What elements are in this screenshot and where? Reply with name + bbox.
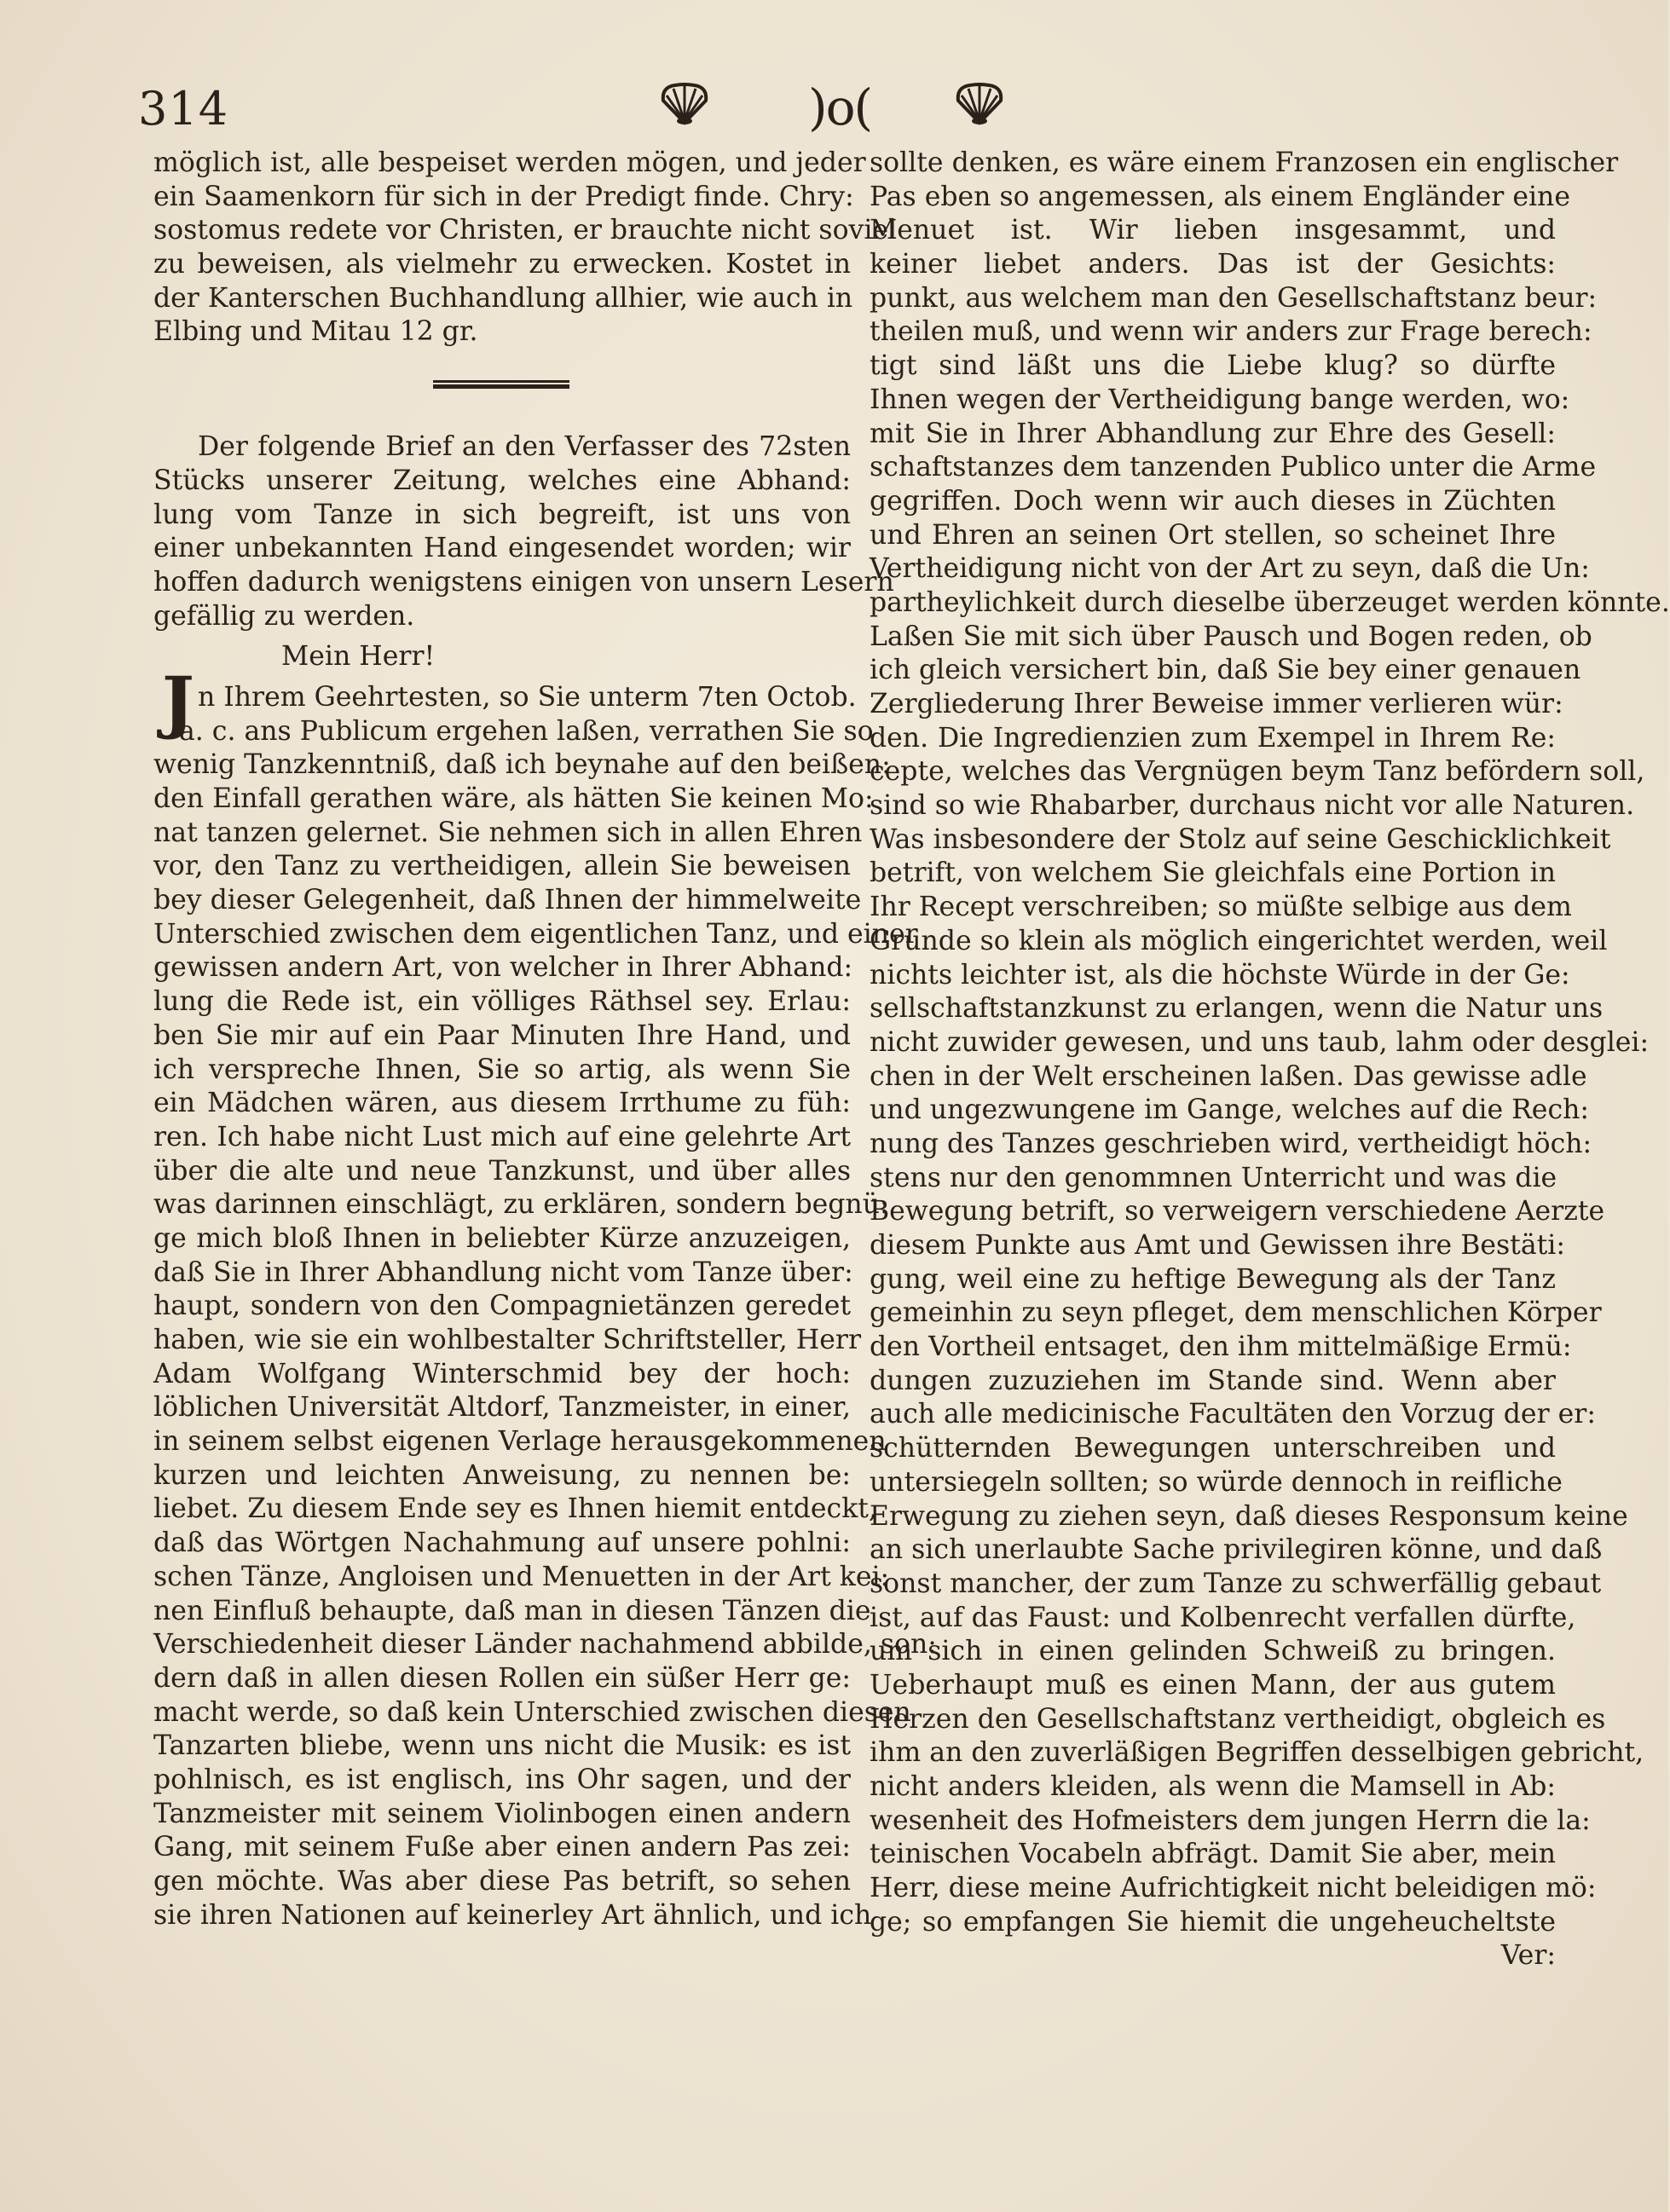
text-line: gegriffen. Doch wenn wir auch dieses in Züchten bbox=[870, 485, 1556, 517]
text-line: dern daß in allen diesen Rollen ein süßer Herr ge: bbox=[153, 1662, 851, 1694]
text-line: gemeinhin zu seyn pfleget, dem menschlichen Körper bbox=[870, 1297, 1602, 1329]
text-line: nen Einfluß behaupte, daß man in diesen Tänzen die bbox=[153, 1595, 871, 1626]
text-line: Der folgende Brief an den Verfasser des 72sten bbox=[198, 431, 851, 463]
shell-ornament-icon bbox=[658, 82, 711, 126]
text-line: über die alte und neue Tanzkunst, und über alles bbox=[153, 1155, 851, 1187]
text-line: partheylichkeit durch dieselbe überzeuget werden könnte. bbox=[870, 586, 1670, 618]
text-line: nichts leichter ist, als die höchste Würde in der Ge: bbox=[870, 959, 1570, 990]
text-line: Bewegung betrift, so verweigern verschiedene Aerzte bbox=[870, 1196, 1605, 1227]
text-line: Unterschied zwischen dem eigentlichen Tanz, und einer bbox=[153, 918, 918, 950]
text-line: löblichen Universität Altdorf, Tanzmeister, in einer, bbox=[153, 1392, 851, 1424]
text-line: Vertheidigung nicht von der Art zu seyn, daß die Un: bbox=[870, 553, 1590, 585]
text-line: schaftstanzes dem tanzenden Publico unter die Arme bbox=[870, 452, 1597, 483]
text-line: teinischen Vocabeln abfrägt. Damit Sie aber, mein bbox=[870, 1839, 1556, 1870]
text-line: ich verspreche Ihnen, Sie so artig, als wenn Sie bbox=[153, 1054, 851, 1085]
text-line: gen möchte. Was aber diese Pas betrift, so sehen bbox=[153, 1866, 851, 1897]
left-column bbox=[153, 147, 937, 1932]
text-line: n Ihrem Geehrtesten, so Sie unterm 7ten Octob. bbox=[198, 681, 857, 713]
salutation: Mein Herr! bbox=[281, 641, 436, 673]
text-line: nung des Tanzes geschrieben wird, vertheidigt höch: bbox=[870, 1128, 1592, 1159]
text-line: gewissen andern Art, von welcher in Ihrer Abhand: bbox=[153, 952, 853, 984]
text-line: Stücks unserer Zeitung, welches eine Abhand: bbox=[153, 465, 851, 496]
text-line: keiner liebet anders. Das ist der Gesichts: bbox=[870, 249, 1556, 280]
text-line: untersiegeln sollten; so würde dennoch in reifliche bbox=[870, 1466, 1563, 1498]
catchword: Ver: bbox=[1500, 1940, 1556, 1972]
text-line: wesenheit des Hofmeisters dem jungen Herrn die la: bbox=[870, 1805, 1591, 1836]
text-line: zu beweisen, als vielmehr zu erwecken. Kostet in bbox=[153, 249, 851, 280]
text-line: bey dieser Gelegenheit, daß Ihnen der himmelweite bbox=[153, 885, 862, 916]
text-line: um sich in einen gelinden Schweiß zu bringen. bbox=[870, 1636, 1556, 1667]
text-line: Ihr Recept verschreiben; so müßte selbige aus dem bbox=[870, 892, 1572, 923]
text-line: Ihnen wegen der Vertheidigung bange werden, wo: bbox=[870, 384, 1570, 415]
letter-body-right bbox=[870, 147, 1670, 1973]
text-line: ge; so empfangen Sie hiemit die ungeheucheltste bbox=[870, 1906, 1556, 1938]
text-line: nicht anders kleiden, als wenn die Mamsell in Ab: bbox=[870, 1771, 1556, 1802]
text-line: sind so wie Rhabarber, durchaus nicht vor alle Naturen. bbox=[870, 790, 1635, 822]
text-line: liebet. Zu diesem Ende sey es Ihnen hiemit entdeckt, bbox=[153, 1493, 877, 1525]
text-line: ben Sie mir auf ein Paar Minuten Ihre Hand, und bbox=[153, 1019, 851, 1051]
text-line: stens nur den genommnen Unterricht und was die bbox=[870, 1162, 1557, 1193]
text-line: auch alle medicinische Facultäten den Vorzug der er: bbox=[870, 1399, 1596, 1430]
text-line: Laßen Sie mit sich über Pausch und Bogen reden, ob bbox=[870, 621, 1592, 652]
drop-cap: J bbox=[162, 661, 194, 742]
text-line: Menuet ist. Wir lieben insgesammt, und bbox=[870, 215, 1556, 246]
text-line: Ueberhaupt muß es einen Mann, der aus gutem bbox=[870, 1669, 1556, 1701]
text-line: möglich ist, alle bespeiset werden mögen, und jeder bbox=[153, 147, 866, 178]
text-line: betrift, von welchem Sie gleichfals eine Portion in bbox=[870, 858, 1556, 889]
text-line: kurzen und leichten Anweisung, zu nennen be: bbox=[153, 1459, 851, 1491]
text-line: in seinem selbst eigenen Verlage herausgekommenen bbox=[153, 1426, 887, 1458]
center-ornament: )o( bbox=[808, 78, 872, 136]
text-line: Elbing und Mitau 12 gr. bbox=[153, 316, 478, 348]
text-line: pohlnisch, es ist englisch, ins Ohr sagen, und der bbox=[153, 1764, 851, 1795]
page-number: 314 bbox=[138, 82, 229, 136]
text-line: nat tanzen gelernet. Sie nehmen sich in allen Ehren bbox=[153, 817, 863, 848]
text-line: cepte, welches das Vergnügen beym Tanz befördern soll, bbox=[870, 756, 1645, 788]
book-notice bbox=[153, 147, 898, 349]
text-line: den Einfall gerathen wäre, als hätten Sie keinen Mo: bbox=[153, 783, 874, 814]
text-line: a. c. ans Publicum ergehen laßen, verrathen Sie so bbox=[179, 715, 874, 747]
right-column bbox=[870, 147, 1670, 1973]
text-line: gefällig zu werden. bbox=[153, 600, 415, 632]
text-line: lung vom Tanze in sich begreift, ist uns von bbox=[153, 499, 851, 530]
text-line: sellschaftstanzkunst zu erlangen, wenn die Natur uns bbox=[870, 993, 1604, 1025]
text-line: ge mich bloß Ihnen in beliebter Kürze anzuzeigen, bbox=[153, 1222, 851, 1254]
text-line: macht werde, so daß kein Unterschied zwischen diesen bbox=[153, 1696, 911, 1728]
text-line: ein Saamenkorn für sich in der Predigt finde. Chry: bbox=[153, 181, 854, 212]
text-line: sie ihren Nationen auf keinerley Art ähnlich, und ich bbox=[153, 1899, 872, 1931]
text-line: schen Tänze, Angloisen und Menuetten in der Art kei: bbox=[153, 1561, 890, 1592]
text-line: Tanzarten bliebe, wenn uns nicht die Musik: es ist bbox=[153, 1730, 851, 1762]
shell-ornament-icon bbox=[953, 82, 1006, 126]
text-line: ich gleich versichert bin, daß Sie bey einer genauen bbox=[870, 655, 1581, 686]
text-line: ihm an den zuverläßigen Begriffen desselbigen gebricht, bbox=[870, 1737, 1644, 1769]
text-line: Verschiedenheit dieser Länder nachahmend abbilde, son: bbox=[153, 1629, 937, 1660]
text-line: Was insbesondere der Stolz auf seine Geschicklichkeit bbox=[870, 823, 1611, 855]
text-line: Grunde so klein als möglich eingerichtet werden, weil bbox=[870, 925, 1608, 956]
text-line: haben, wie sie ein wohlbestalter Schriftsteller, Herr bbox=[153, 1325, 861, 1355]
text-line: diesem Punkte aus Amt und Gewissen ihre Bestäti: bbox=[870, 1230, 1565, 1261]
text-line: den Vortheil entsaget, den ihm mittelmäßige Ermü: bbox=[870, 1331, 1572, 1363]
text-line: tigt sind läßt uns die Liebe klug? so dürfte bbox=[870, 350, 1556, 382]
text-line: theilen muß, und wenn wir anders zur Frage berech: bbox=[870, 316, 1592, 348]
text-line: mit Sie in Ihrer Abhandlung zur Ehre des Gesell: bbox=[870, 418, 1556, 449]
text-line: ren. Ich habe nicht Lust mich auf eine gelehrte Art bbox=[153, 1121, 851, 1152]
text-line: gung, weil eine zu heftige Bewegung als der Tanz bbox=[870, 1263, 1556, 1295]
text-line: punkt, aus welchem man den Gesellschaftstanz beur: bbox=[870, 282, 1598, 314]
text-line: hoffen dadurch wenigstens einigen von unsern Lesern bbox=[153, 566, 894, 598]
text-line: was darinnen einschlägt, zu erklären, sondern begnü: bbox=[153, 1189, 889, 1221]
text-line: chen in der Welt erscheinen laßen. Das gewisse adle bbox=[870, 1060, 1587, 1092]
text-line: wenig Tanzkenntniß, daß ich beynahe auf den beißen: bbox=[153, 749, 891, 781]
text-line: und Ehren an seinen Ort stellen, so scheinet Ihre bbox=[870, 519, 1556, 551]
text-line: Herzen den Gesellschaftstanz vertheidigt, obgleich es bbox=[870, 1703, 1606, 1735]
text-line: daß das Wörtgen Nachahmung auf unsere pohlni: bbox=[153, 1528, 851, 1559]
text-line: einer unbekannten Hand eingesendet worden; wir bbox=[153, 533, 851, 564]
text-line: Zergliederung Ihrer Beweise immer verlieren wür: bbox=[870, 689, 1563, 719]
text-line: und ungezwungene im Gange, welches auf die Rech: bbox=[870, 1094, 1589, 1126]
text-line: Gang, mit seinem Fuße aber einen andern Pas zei: bbox=[153, 1832, 851, 1863]
text-line: ist, auf das Faust: und Kolbenrecht verfallen dürfte, bbox=[870, 1602, 1576, 1633]
text-line: Pas eben so angemessen, als einem Engländer eine bbox=[870, 181, 1570, 212]
letter-body-left bbox=[153, 681, 937, 1932]
text-line: vor, den Tanz zu vertheidigen, allein Sie beweisen bbox=[153, 851, 851, 882]
text-line: Herr, diese meine Aufrichtigkeit nicht beleidigen mö: bbox=[870, 1873, 1597, 1904]
text-line: der Kanterschen Buchhandlung allhier, wie auch in bbox=[153, 282, 853, 314]
text-line: ein Mädchen wären, aus diesem Irrthume zu füh: bbox=[153, 1088, 851, 1119]
text-line: daß Sie in Ihrer Abhandlung nicht vom Tanze über: bbox=[153, 1256, 853, 1288]
text-line: nicht zuwider gewesen, und uns taub, lahm oder desglei: bbox=[870, 1026, 1650, 1058]
text-line: den. Die Ingredienzien zum Exempel in Ihrem Re: bbox=[870, 722, 1556, 754]
text-line: lung die Rede ist, ein völliges Räthsel sey. Erlau: bbox=[153, 986, 851, 1018]
text-line: schütternden Bewegungen unterschreiben und bbox=[870, 1433, 1556, 1464]
letter-intro bbox=[153, 430, 894, 633]
text-line: haupt, sondern von den Compagnietänzen geredet bbox=[153, 1291, 851, 1322]
text-line: sollte denken, es wäre einem Franzosen ein englischer bbox=[870, 147, 1619, 178]
text-line: Erwegung zu ziehen seyn, daß dieses Responsum keine bbox=[870, 1500, 1628, 1532]
text-line: Adam Wolfgang Winterschmid bey der hoch: bbox=[153, 1358, 851, 1389]
text-line: dungen zuzuziehen im Stande sind. Wenn aber bbox=[870, 1365, 1556, 1396]
text-line: sostomus redete vor Christen, er brauchte nicht soviel bbox=[153, 215, 898, 246]
text-line: sonst mancher, der zum Tanze zu schwerfällig gebaut bbox=[870, 1568, 1602, 1599]
text-line: Tanzmeister mit seinem Violinbogen einen andern bbox=[153, 1798, 851, 1829]
text-line: an sich unerlaubte Sache privilegiren könne, und daß bbox=[870, 1534, 1603, 1566]
